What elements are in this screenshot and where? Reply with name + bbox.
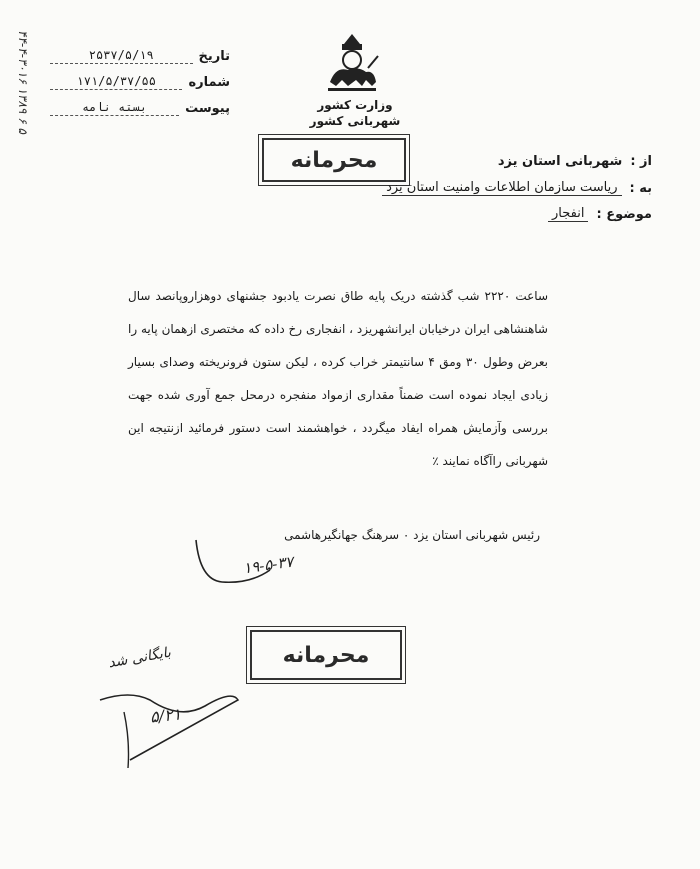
to-label: به : bbox=[629, 181, 652, 196]
to-value: ریاست سازمان اطلاعات وامنیت استان یزد bbox=[382, 180, 621, 196]
confidential-stamp-bottom: محرمانه bbox=[250, 630, 402, 680]
date-row bbox=[50, 38, 230, 64]
confidential-stamp-top: محرمانه bbox=[262, 138, 406, 182]
from-value: شهربانی استان یزد bbox=[497, 154, 623, 169]
subject-value: انفجار bbox=[548, 206, 588, 222]
letter-body: ساعت ۲۲۲۰ شب گذشته دریک پایه طاق نصرت یادبود جشنهای دوهزاروپانصد سال شاهنشاهی ایران درخیابان ایرانشهریزد ، انفجاری رخ داده که مختصری ازهمان پایه را بعرض وطول ۳۰ ومق ۴ سانتیمتر خراب کرده ، لیکن ستون فرونریخته وصدای بسیار زیادی ایجاد نموده است ضمناً مقداری ازمواد منفجره درمحل جمع آوری شده جهت بررسی وآزمایش همراه ایفاد میگردد ، خواهشمند است دستور فرمائید ازنتیجه این شهربانی راآگاه نمایند ٪ bbox=[128, 289, 549, 468]
subject-label: موضوع : bbox=[596, 207, 652, 222]
number-row bbox=[50, 64, 230, 90]
attachment-row bbox=[50, 90, 230, 116]
lion-and-sun-emblem-icon bbox=[322, 30, 382, 96]
date-label: تاریخ bbox=[198, 49, 230, 64]
signature-stroke-3 bbox=[124, 712, 129, 768]
subject-line bbox=[212, 206, 652, 222]
document-meta bbox=[50, 38, 230, 116]
ministry-heading bbox=[300, 98, 410, 128]
attachment-label: پیوست bbox=[185, 101, 230, 116]
to-line bbox=[212, 180, 652, 196]
handwritten-number: ۵/۲۱ bbox=[149, 704, 183, 727]
from-line bbox=[212, 154, 652, 169]
number-label: شماره bbox=[188, 75, 230, 90]
handwritten-archive-note: بایگانی شد bbox=[107, 644, 173, 672]
ministry-line-1: وزارت کشور bbox=[317, 98, 393, 112]
signer-line: رئیس شهربانی استان یزد ۰ سرهنگ جهانگیرهاشمی bbox=[284, 528, 540, 542]
number-value: ۱۷۱/۵/۳۷/۵۵ bbox=[50, 74, 182, 90]
attachment-value: بسته نامه bbox=[50, 100, 179, 116]
margin-handwritten-note: ۴۴-۴-۳۰۱۶ ۱۳۸۹ ۶ ۵ bbox=[16, 30, 30, 134]
handwritten-date: ۱۹-۵-۳۷ bbox=[241, 552, 295, 578]
from-label: از : bbox=[630, 154, 652, 169]
date-value: ۲۵۳۷/۵/۱۹ bbox=[50, 48, 193, 64]
ministry-line-2: شهربانی کشور bbox=[309, 114, 401, 128]
